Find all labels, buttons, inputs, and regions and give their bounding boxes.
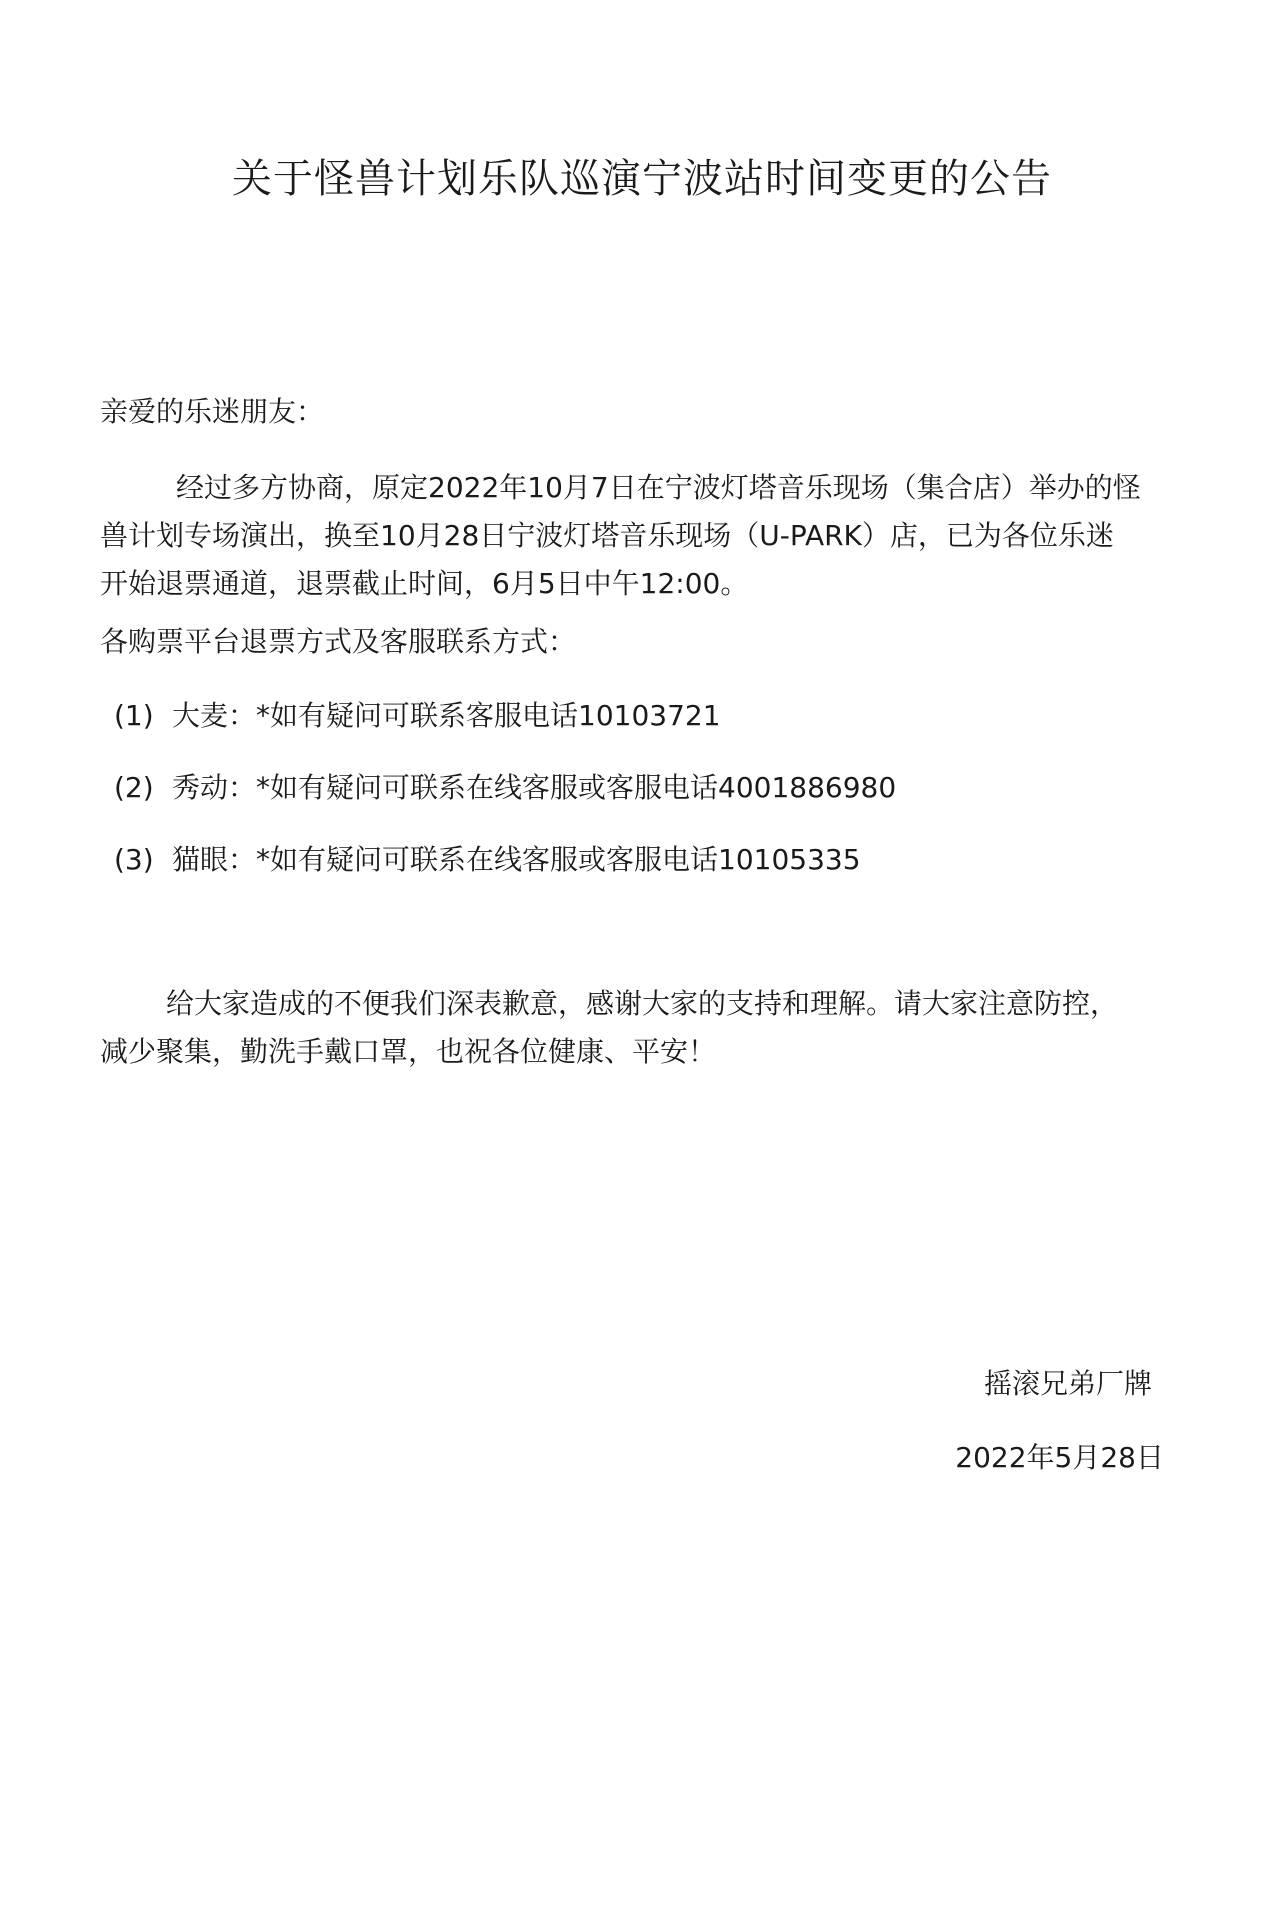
schedule-change-line: 兽计划专场演出，换至10月28日宁波灯塔音乐现场（U-PARK）店，已为各位乐迷	[100, 519, 1114, 552]
platform-number: (1)	[114, 699, 154, 732]
schedule-change-paragraph	[100, 464, 1190, 608]
announcement-title: 关于怪兽计划乐队巡演宁波站时间变更的公告	[232, 156, 1052, 202]
signature: 摇滚兄弟厂牌	[983, 1367, 1152, 1400]
platform-item-damai	[114, 692, 721, 740]
platform-text: 猫眼：*如有疑问可联系在线客服或客服电话10105335	[172, 843, 861, 876]
salutation: 亲爱的乐迷朋友：	[100, 395, 325, 428]
platform-text: 大麦：*如有疑问可联系客服电话10103721	[172, 699, 721, 732]
apology-line	[100, 980, 1200, 1028]
schedule-change-line: 开始退票通道，退票截止时间，6月5日中午12:00。	[100, 567, 749, 600]
apology-paragraph	[100, 980, 1200, 1076]
platform-item-showstart	[114, 764, 896, 812]
platforms-intro: 各购票平台退票方式及客服联系方式：	[100, 625, 577, 658]
platform-item-maoyan	[114, 836, 861, 884]
schedule-change-line	[100, 464, 1190, 512]
platform-number: (3)	[114, 843, 154, 876]
platform-number: (2)	[114, 771, 154, 804]
apology-line: 减少聚集，勤洗手戴口罩，也祝各位健康、平安！	[100, 1035, 717, 1068]
signature-date: 2022年5月28日	[955, 1441, 1164, 1474]
platform-text: 秀动：*如有疑问可联系在线客服或客服电话4001886980	[172, 771, 897, 804]
apology-line-text: 给大家造成的不便我们深表歉意，感谢大家的支持和理解。请大家注意防控，	[166, 987, 1119, 1020]
schedule-change-line-text: 经过多方协商，原定2022年10月7日在宁波灯塔音乐现场（集合店）举办的怪	[176, 471, 1141, 504]
